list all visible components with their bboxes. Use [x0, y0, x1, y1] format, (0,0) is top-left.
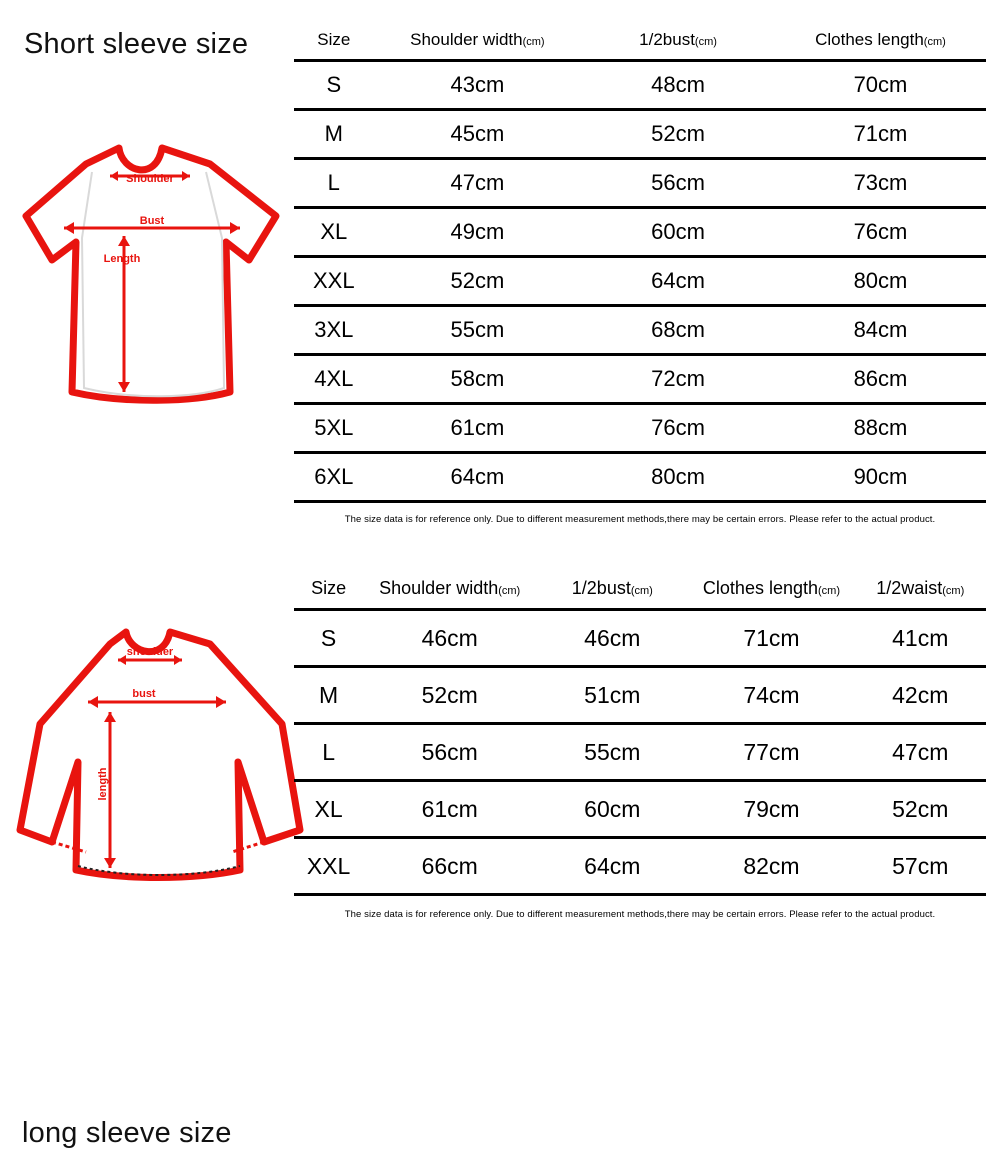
cell-clothes-length: 71cm — [743, 624, 800, 651]
bust-label: Bust — [139, 215, 165, 227]
cell-size: L — [327, 170, 340, 195]
cell-size: XL — [320, 219, 348, 244]
cell-clothes-length: 88cm — [853, 415, 908, 440]
cell-size: 4XL — [314, 366, 354, 391]
cell-size: 6XL — [314, 464, 354, 489]
cell-clothes-length: 79cm — [743, 795, 800, 822]
table-row — [294, 724, 986, 781]
cell-half-bust: 48cm — [651, 72, 705, 97]
table-header-row — [294, 30, 986, 61]
column-header-half-waist-unit: (cm) — [942, 585, 965, 597]
long-sleeve-footnote: The size data is for reference only. Due to different measurement methods,there may be certain errors. Please refer to the actual product. — [344, 909, 936, 920]
cell-shoulder-width: 52cm — [450, 268, 505, 293]
cell-shoulder-width: 66cm — [421, 852, 478, 879]
cell-clothes-length: 71cm — [853, 121, 908, 146]
long-sleeve-size-table — [294, 578, 986, 896]
cell-half-bust: 56cm — [651, 170, 705, 195]
short-sleeve-footnote: The size data is for reference only. Due to different measurement methods,there may be certain errors. Please refer to the actual product. — [344, 514, 936, 525]
table-row — [294, 610, 986, 667]
cell-clothes-length: 70cm — [853, 72, 908, 97]
table-row — [294, 453, 986, 502]
table-row — [294, 838, 986, 895]
table-row — [294, 110, 986, 159]
cell-half-bust: 52cm — [651, 121, 705, 146]
column-header-clothes-length — [688, 578, 854, 610]
short-sleeve-section — [0, 0, 1000, 535]
cell-shoulder-width: 56cm — [421, 738, 478, 765]
shoulder-label: shoulder — [126, 646, 174, 658]
cell-half-bust: 68cm — [651, 317, 705, 342]
long-sleeve-shirt-diagram — [14, 612, 314, 892]
cell-shoulder-width: 61cm — [421, 795, 478, 822]
short-sleeve-size-table — [294, 30, 986, 503]
cell-half-waist: 52cm — [892, 795, 949, 822]
column-header-clothes-length-text: Clothes length — [815, 30, 924, 49]
cell-size: 5XL — [314, 415, 354, 440]
column-header-clothes-length-text: Clothes length — [702, 578, 818, 598]
cell-clothes-length: 76cm — [853, 219, 908, 244]
cell-size: 3XL — [314, 317, 354, 342]
bust-label: bust — [132, 688, 156, 700]
short-sleeve-size-table-wrap — [294, 30, 986, 525]
cell-size: XXL — [312, 268, 355, 293]
cell-shoulder-width: 45cm — [450, 121, 505, 146]
column-header-size — [294, 578, 363, 610]
cell-size: S — [326, 72, 342, 97]
cell-clothes-length: 74cm — [743, 681, 800, 708]
cell-half-bust: 60cm — [651, 219, 705, 244]
cell-half-bust: 60cm — [584, 795, 641, 822]
length-label: Length — [103, 253, 141, 265]
table-row — [294, 159, 986, 208]
cell-half-bust: 80cm — [651, 464, 705, 489]
column-header-half-bust-text: 1/2bust — [639, 30, 695, 49]
cell-clothes-length: 80cm — [853, 268, 908, 293]
column-header-shoulder-width-text: Shoulder width — [410, 30, 523, 49]
cell-half-bust: 72cm — [651, 366, 705, 391]
table-row — [294, 208, 986, 257]
cell-shoulder-width: 47cm — [450, 170, 505, 195]
cell-size: L — [322, 738, 335, 765]
length-label: length — [97, 767, 109, 801]
column-header-size — [294, 30, 374, 61]
cell-half-waist: 57cm — [892, 852, 949, 879]
cell-clothes-length: 86cm — [853, 366, 908, 391]
cell-shoulder-width: 55cm — [450, 317, 505, 342]
cell-size: XXL — [306, 852, 351, 879]
column-header-shoulder-width — [374, 30, 582, 61]
column-header-size-text: Size — [311, 578, 347, 598]
table-row — [294, 355, 986, 404]
cell-shoulder-width: 64cm — [450, 464, 505, 489]
table-header-row — [294, 578, 986, 610]
column-header-shoulder-width-unit: (cm) — [498, 585, 521, 597]
cell-size: XL — [314, 795, 343, 822]
cell-size: M — [324, 121, 343, 146]
cell-size: M — [319, 681, 339, 708]
column-header-half-bust-unit: (cm) — [694, 36, 717, 48]
cell-half-bust: 46cm — [584, 624, 641, 651]
column-header-size-text: Size — [317, 30, 351, 49]
column-header-shoulder-width — [363, 578, 536, 610]
cell-shoulder-width: 58cm — [450, 366, 505, 391]
shoulder-label: Shoulder — [126, 173, 174, 185]
table-row — [294, 257, 986, 306]
column-header-half-bust — [581, 30, 775, 61]
column-header-half-waist-text: 1/2waist — [876, 578, 943, 598]
cell-shoulder-width: 49cm — [450, 219, 505, 244]
table-row — [294, 781, 986, 838]
table-row — [294, 404, 986, 453]
column-header-clothes-length — [775, 30, 986, 61]
cell-clothes-length: 84cm — [853, 317, 908, 342]
long-sleeve-title: long sleeve size — [22, 1117, 232, 1149]
short-sleeve-title: Short sleeve size — [24, 28, 249, 60]
cell-half-waist: 47cm — [892, 738, 949, 765]
cell-clothes-length: 73cm — [853, 170, 908, 195]
table-row — [294, 667, 986, 724]
column-header-shoulder-width-unit: (cm) — [522, 36, 545, 48]
cell-half-bust: 64cm — [651, 268, 705, 293]
table-row — [294, 306, 986, 355]
cell-shoulder-width: 52cm — [421, 681, 478, 708]
cell-half-waist: 42cm — [892, 681, 949, 708]
cell-shoulder-width: 46cm — [421, 624, 478, 651]
short-sleeve-tshirt-diagram — [14, 120, 304, 430]
column-header-clothes-length-unit: (cm) — [818, 585, 840, 597]
tshirt-outline — [26, 148, 276, 400]
cell-half-bust: 76cm — [651, 415, 705, 440]
column-header-clothes-length-unit: (cm) — [923, 36, 946, 48]
cell-shoulder-width: 43cm — [450, 72, 505, 97]
cell-half-waist: 41cm — [892, 624, 949, 651]
long-sleeve-outline — [20, 632, 300, 878]
table-row — [294, 61, 986, 110]
cell-clothes-length: 77cm — [743, 738, 800, 765]
column-header-half-bust-text: 1/2bust — [571, 578, 631, 598]
cell-half-bust: 64cm — [584, 852, 641, 879]
cell-shoulder-width: 61cm — [450, 415, 505, 440]
cell-clothes-length: 90cm — [853, 464, 908, 489]
long-sleeve-size-table-wrap — [294, 578, 986, 920]
cell-size: S — [320, 624, 337, 651]
cell-half-bust: 55cm — [584, 738, 641, 765]
cell-half-bust: 51cm — [584, 681, 641, 708]
column-header-shoulder-width-text: Shoulder width — [379, 578, 499, 598]
cell-clothes-length: 82cm — [743, 852, 800, 879]
column-header-half-bust-unit: (cm) — [630, 585, 653, 597]
column-header-half-waist — [855, 578, 987, 610]
column-header-half-bust — [536, 578, 688, 610]
